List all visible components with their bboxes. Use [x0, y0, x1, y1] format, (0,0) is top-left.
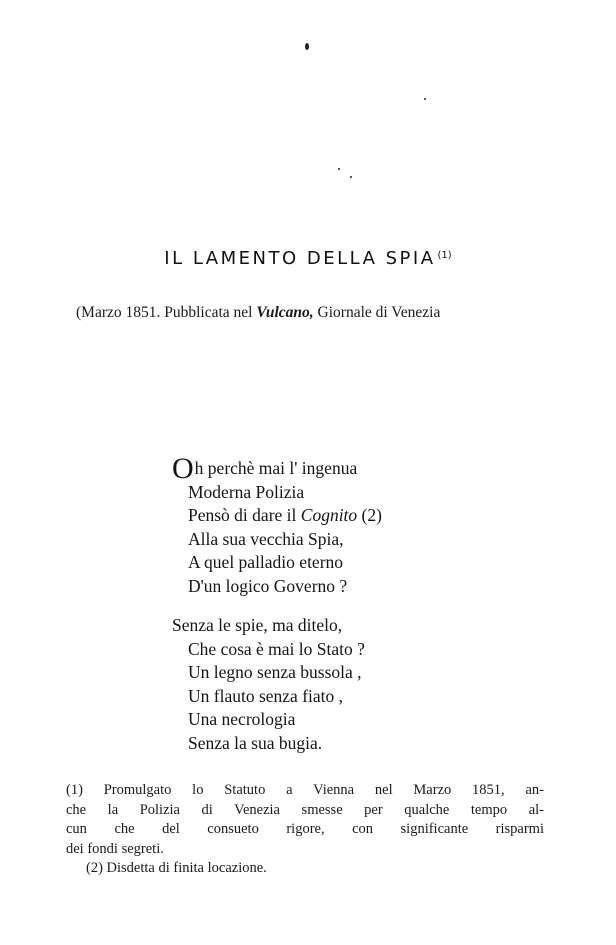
verse-line: Che cosa è mai lo Stato ?: [188, 638, 365, 659]
verse-line: Un flauto senza fiato ,: [188, 685, 344, 706]
verse-line: Una necrologia: [188, 709, 296, 730]
verse-line: Un legno senza bussola ,: [188, 662, 362, 683]
verse-text: Pensò di dare il: [188, 505, 301, 526]
footnote-1-line: (1) Promulgato lo Statuto a Vienna nel Marzo 1851, an-: [66, 782, 544, 798]
publication-note: [76, 304, 440, 322]
ink-speck: [338, 168, 340, 170]
journal-name: Vulcano,: [256, 304, 314, 321]
verse-line: Moderna Polizia: [188, 481, 305, 502]
verse-line: Alla sua vecchia Spia,: [188, 528, 344, 549]
verse-line: [172, 452, 382, 485]
stanza-1: [172, 452, 382, 599]
verse-line: Senza la sua bugia.: [188, 732, 323, 753]
verse-text: h perchè mai l' ingenua: [194, 458, 358, 478]
verse-footnote-ref: (2): [357, 505, 382, 526]
publication-note-prefix: (Marzo 1851. Pubblicata nel: [76, 304, 257, 321]
footnote-1-line: che la Polizia di Venezia smesse per qualche tempo al-: [66, 801, 544, 818]
footnote-1-line: cun che del consueto rigore, con significante risparmi: [66, 821, 544, 837]
verse-line: [172, 504, 382, 528]
publication-note-suffix: Giornale di Venezia: [313, 304, 441, 321]
italic-word: Cognito: [300, 505, 358, 526]
ink-speck: [305, 43, 309, 50]
verse-line: Senza le spie, ma ditelo,: [172, 615, 343, 635]
drop-cap: O: [172, 452, 194, 485]
footnote-2: (2) Disdetta di finita locazione.: [86, 860, 267, 876]
verse-line: A quel palladio eterno: [188, 552, 344, 573]
poem-title-text: IL LAMENTO DELLA SPIA: [164, 248, 436, 269]
title-footnote-ref: (1): [437, 250, 452, 261]
ink-speck: [424, 98, 426, 100]
ink-speck: [350, 176, 352, 178]
poem-title: [0, 248, 616, 269]
footnotes: [66, 781, 544, 879]
stanza-2: [172, 614, 365, 756]
footnote-1-line: dei fondi segreti.: [66, 840, 164, 857]
verse-line: D'un logico Governo ?: [188, 575, 348, 596]
